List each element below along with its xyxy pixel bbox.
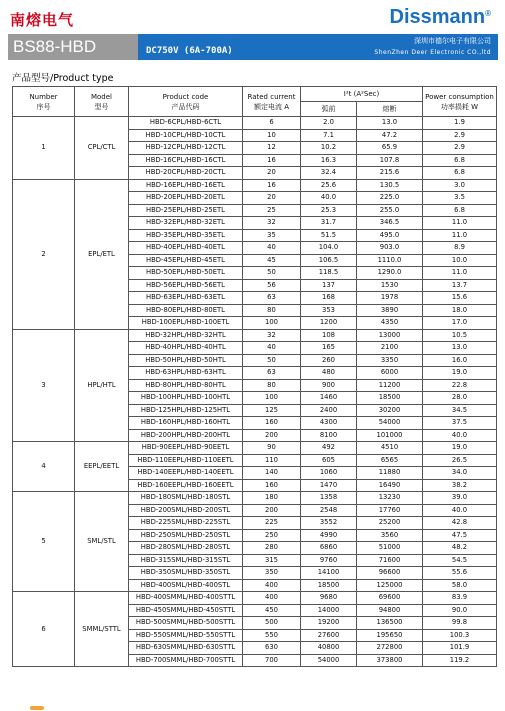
cell-current: 50 xyxy=(243,267,301,280)
cell-melt: 1530 xyxy=(357,279,423,292)
cell-code: HBD-400SMML/HBD-400STTL xyxy=(129,592,243,605)
cell-code: HBD-20EPL/HBD-20ETL xyxy=(129,192,243,205)
header-model-en: Model xyxy=(90,92,113,101)
cell-arc: 25.3 xyxy=(301,204,357,217)
cell-current: 180 xyxy=(243,492,301,505)
cell-power: 19.0 xyxy=(423,367,497,380)
cell-melt: 18500 xyxy=(357,392,423,405)
cell-current: 25 xyxy=(243,204,301,217)
cell-melt: 4350 xyxy=(357,317,423,330)
cell-power: 100.3 xyxy=(423,629,497,642)
cell-melt: 903.0 xyxy=(357,242,423,255)
header-model xyxy=(75,87,129,117)
cell-current: 400 xyxy=(243,592,301,605)
cell-current: 80 xyxy=(243,379,301,392)
cell-arc: 7.1 xyxy=(301,129,357,142)
cell-melt: 3560 xyxy=(357,529,423,542)
cell-melt: 272800 xyxy=(357,642,423,655)
cell-melt: 125000 xyxy=(357,579,423,592)
cell-current: 450 xyxy=(243,604,301,617)
cell-arc: 900 xyxy=(301,379,357,392)
cell-current: 700 xyxy=(243,654,301,667)
cell-melt: 130.5 xyxy=(357,179,423,192)
header-arc: 弧前 xyxy=(301,102,357,117)
cell-power: 18.0 xyxy=(423,304,497,317)
cell-power: 101.9 xyxy=(423,642,497,655)
cell-code: HBD-180SML/HBD-180STL xyxy=(129,492,243,505)
cell-arc: 40800 xyxy=(301,642,357,655)
cell-melt: 3890 xyxy=(357,304,423,317)
table-row xyxy=(13,117,497,130)
header-i2t: I²t (A²Sec) xyxy=(301,87,423,102)
cell-code: HBD-50EPL/HBD-50ETL xyxy=(129,267,243,280)
cell-code: HBD-550SMML/HBD-550STTL xyxy=(129,629,243,642)
cell-arc: 137 xyxy=(301,279,357,292)
cell-arc: 165 xyxy=(301,342,357,355)
cell-current: 140 xyxy=(243,467,301,480)
cell-melt: 54000 xyxy=(357,417,423,430)
cell-arc: 18500 xyxy=(301,579,357,592)
cell-melt: 6565 xyxy=(357,454,423,467)
cell-melt: 4510 xyxy=(357,442,423,455)
cell-power: 16.0 xyxy=(423,354,497,367)
cell-code: HBD-250SML/HBD-250STL xyxy=(129,529,243,542)
cell-arc: 8100 xyxy=(301,429,357,442)
header-code xyxy=(129,87,243,117)
cell-current: 100 xyxy=(243,392,301,405)
table-row xyxy=(13,179,497,192)
group-model: CPL/CTL xyxy=(75,117,129,180)
cell-current: 400 xyxy=(243,579,301,592)
cell-melt: 16490 xyxy=(357,479,423,492)
cell-melt: 11880 xyxy=(357,467,423,480)
group-model: SML/STL xyxy=(75,492,129,592)
cell-arc: 32.4 xyxy=(301,167,357,180)
cell-melt: 51000 xyxy=(357,542,423,555)
cell-arc: 1460 xyxy=(301,392,357,405)
cell-current: 16 xyxy=(243,179,301,192)
cell-melt: 13000 xyxy=(357,329,423,342)
cell-arc: 54000 xyxy=(301,654,357,667)
header-current-en: Rated current xyxy=(247,92,296,101)
cell-code: HBD-200SML/HBD-200STL xyxy=(129,504,243,517)
cell-current: 90 xyxy=(243,442,301,455)
page-accent-mark xyxy=(30,706,44,710)
cell-arc: 1358 xyxy=(301,492,357,505)
cell-melt: 65.9 xyxy=(357,142,423,155)
cell-current: 350 xyxy=(243,567,301,580)
cell-code: HBD-225SML/HBD-225STL xyxy=(129,517,243,530)
cell-code: HBD-400SML/HBD-400STL xyxy=(129,579,243,592)
header-code-cn: 产品代码 xyxy=(171,102,200,111)
header-power xyxy=(423,87,497,117)
cell-arc: 2.0 xyxy=(301,117,357,130)
cell-code: HBD-80EPL/HBD-80ETL xyxy=(129,304,243,317)
cell-melt: 30200 xyxy=(357,404,423,417)
cell-power: 119.2 xyxy=(423,654,497,667)
cell-arc: 2400 xyxy=(301,404,357,417)
company-name-en: ShenZhen Deer Electronic CO.,ltd xyxy=(374,49,491,56)
cell-current: 40 xyxy=(243,242,301,255)
cell-code: HBD-450SMML/HBD-450STTL xyxy=(129,604,243,617)
brand-name-cn: 南熔电气 xyxy=(10,11,75,29)
cell-arc: 480 xyxy=(301,367,357,380)
cell-arc: 16.3 xyxy=(301,154,357,167)
header-current-cn: 额定电流 A xyxy=(253,102,289,111)
cell-code: HBD-90EEPL/HBD-90EETL xyxy=(129,442,243,455)
cell-power: 6.8 xyxy=(423,154,497,167)
cell-current: 200 xyxy=(243,504,301,517)
section-title: 产品型号/Product type xyxy=(12,73,114,84)
group-number: 2 xyxy=(13,179,75,329)
cell-current: 6 xyxy=(243,117,301,130)
header-number-cn: 序号 xyxy=(36,102,51,111)
cell-power: 34.5 xyxy=(423,404,497,417)
cell-code: HBD-12CPL/HBD-12CTL xyxy=(129,142,243,155)
cell-power: 17.0 xyxy=(423,317,497,330)
logo-text: Dissmann xyxy=(389,6,486,28)
cell-arc: 25.6 xyxy=(301,179,357,192)
cell-arc: 9760 xyxy=(301,554,357,567)
cell-current: 63 xyxy=(243,292,301,305)
cell-power: 39.0 xyxy=(423,492,497,505)
cell-current: 110 xyxy=(243,454,301,467)
cell-current: 630 xyxy=(243,642,301,655)
cell-power: 22.8 xyxy=(423,379,497,392)
group-model: SMML/STTL xyxy=(75,592,129,667)
header-melt: 熔断 xyxy=(357,102,423,117)
cell-code: HBD-500SMML/HBD-500STTL xyxy=(129,617,243,630)
cell-power: 19.0 xyxy=(423,442,497,455)
cell-arc: 1470 xyxy=(301,479,357,492)
cell-current: 500 xyxy=(243,617,301,630)
voltage-spec: DC750V (6A-700A) xyxy=(146,46,233,56)
cell-melt: 3350 xyxy=(357,354,423,367)
group-number: 1 xyxy=(13,117,75,180)
cell-code: HBD-160EEPL/HBD-160EETL xyxy=(129,479,243,492)
cell-power: 34.0 xyxy=(423,467,497,480)
group-number: 5 xyxy=(13,492,75,592)
cell-code: HBD-32EPL/HBD-32ETL xyxy=(129,217,243,230)
cell-code: HBD-50HPL/HBD-50HTL xyxy=(129,354,243,367)
cell-melt: 1978 xyxy=(357,292,423,305)
cell-melt: 94800 xyxy=(357,604,423,617)
cell-melt: 2100 xyxy=(357,342,423,355)
cell-melt: 1290.0 xyxy=(357,267,423,280)
header-code-en: Product code xyxy=(162,92,209,101)
cell-melt: 13.0 xyxy=(357,117,423,130)
cell-current: 20 xyxy=(243,167,301,180)
cell-melt: 96600 xyxy=(357,567,423,580)
cell-melt: 13230 xyxy=(357,492,423,505)
cell-code: HBD-100HPL/HBD-100HTL xyxy=(129,392,243,405)
cell-code: HBD-280SML/HBD-280STL xyxy=(129,542,243,555)
cell-power: 42.8 xyxy=(423,517,497,530)
cell-power: 83.9 xyxy=(423,592,497,605)
cell-code: HBD-56EPL/HBD-56ETL xyxy=(129,279,243,292)
cell-power: 11.0 xyxy=(423,229,497,242)
cell-current: 80 xyxy=(243,304,301,317)
cell-power: 58.0 xyxy=(423,579,497,592)
cell-current: 12 xyxy=(243,142,301,155)
cell-power: 55.6 xyxy=(423,567,497,580)
cell-power: 1.9 xyxy=(423,117,497,130)
table-row xyxy=(13,592,497,605)
cell-current: 315 xyxy=(243,554,301,567)
cell-power: 37.5 xyxy=(423,417,497,430)
cell-arc: 10.2 xyxy=(301,142,357,155)
cell-power: 10.0 xyxy=(423,254,497,267)
cell-code: HBD-16CPL/HBD-16CTL xyxy=(129,154,243,167)
cell-current: 16 xyxy=(243,154,301,167)
cell-power: 40.0 xyxy=(423,429,497,442)
cell-current: 35 xyxy=(243,229,301,242)
cell-power: 15.6 xyxy=(423,292,497,305)
model-title: BS88-HBD xyxy=(8,34,138,60)
header-current xyxy=(243,87,301,117)
cell-melt: 101000 xyxy=(357,429,423,442)
cell-code: HBD-32HPL/HBD-32HTL xyxy=(129,329,243,342)
cell-current: 32 xyxy=(243,329,301,342)
cell-power: 11.0 xyxy=(423,267,497,280)
cell-arc: 118.5 xyxy=(301,267,357,280)
cell-melt: 495.0 xyxy=(357,229,423,242)
cell-arc: 1200 xyxy=(301,317,357,330)
cell-power: 99.8 xyxy=(423,617,497,630)
cell-power: 6.8 xyxy=(423,167,497,180)
cell-code: HBD-16EPL/HBD-16ETL xyxy=(129,179,243,192)
cell-power: 2.9 xyxy=(423,129,497,142)
cell-arc: 2548 xyxy=(301,504,357,517)
cell-code: HBD-45EPL/HBD-45ETL xyxy=(129,254,243,267)
cell-current: 63 xyxy=(243,367,301,380)
cell-melt: 373800 xyxy=(357,654,423,667)
cell-power: 2.9 xyxy=(423,142,497,155)
company-name-cn: 深圳市德尔电子有限公司 xyxy=(414,37,491,45)
cell-current: 550 xyxy=(243,629,301,642)
cell-arc: 40.0 xyxy=(301,192,357,205)
header-number-en: Number xyxy=(29,92,58,101)
header-model-cn: 型号 xyxy=(94,102,109,111)
table-row xyxy=(13,329,497,342)
table-row xyxy=(13,492,497,505)
cell-arc: 353 xyxy=(301,304,357,317)
group-number: 3 xyxy=(13,329,75,442)
product-table-body xyxy=(13,87,497,667)
cell-melt: 71600 xyxy=(357,554,423,567)
cell-power: 54.5 xyxy=(423,554,497,567)
group-model: EPL/ETL xyxy=(75,179,129,329)
cell-code: HBD-40EPL/HBD-40ETL xyxy=(129,242,243,255)
cell-code: HBD-160HPL/HBD-160HTL xyxy=(129,417,243,430)
cell-code: HBD-100EPL/HBD-100ETL xyxy=(129,317,243,330)
cell-code: HBD-315SML/HBD-315STL xyxy=(129,554,243,567)
cell-power: 48.2 xyxy=(423,542,497,555)
cell-melt: 225.0 xyxy=(357,192,423,205)
product-table xyxy=(12,86,497,667)
cell-current: 40 xyxy=(243,342,301,355)
cell-current: 56 xyxy=(243,279,301,292)
cell-arc: 4990 xyxy=(301,529,357,542)
header-power-cn: 功率损耗 W xyxy=(440,102,479,111)
cell-arc: 260 xyxy=(301,354,357,367)
cell-current: 50 xyxy=(243,354,301,367)
cell-arc: 108 xyxy=(301,329,357,342)
registered-mark: ® xyxy=(485,9,491,18)
cell-current: 225 xyxy=(243,517,301,530)
cell-arc: 9680 xyxy=(301,592,357,605)
cell-code: HBD-125HPL/HBD-125HTL xyxy=(129,404,243,417)
cell-melt: 195650 xyxy=(357,629,423,642)
cell-power: 13.7 xyxy=(423,279,497,292)
group-number: 4 xyxy=(13,442,75,492)
header-power-en: Power consumption xyxy=(425,92,494,101)
cell-code: HBD-35EPL/HBD-35ETL xyxy=(129,229,243,242)
cell-code: HBD-140EEPL/HBD-140EETL xyxy=(129,467,243,480)
cell-arc: 31.7 xyxy=(301,217,357,230)
cell-code: HBD-350SML/HBD-350STL xyxy=(129,567,243,580)
cell-code: HBD-63HPL/HBD-63HTL xyxy=(129,367,243,380)
cell-code: HBD-40HPL/HBD-40HTL xyxy=(129,342,243,355)
table-row xyxy=(13,442,497,455)
cell-arc: 104.0 xyxy=(301,242,357,255)
cell-code: HBD-63EPL/HBD-63ETL xyxy=(129,292,243,305)
cell-current: 200 xyxy=(243,429,301,442)
cell-arc: 168 xyxy=(301,292,357,305)
group-model: EEPL/EETL xyxy=(75,442,129,492)
cell-current: 250 xyxy=(243,529,301,542)
cell-code: HBD-700SMML/HBD-700STTL xyxy=(129,654,243,667)
group-model: HPL/HTL xyxy=(75,329,129,442)
cell-melt: 255.0 xyxy=(357,204,423,217)
cell-arc: 492 xyxy=(301,442,357,455)
cell-current: 280 xyxy=(243,542,301,555)
cell-arc: 6860 xyxy=(301,542,357,555)
cell-melt: 107.8 xyxy=(357,154,423,167)
cell-power: 38.2 xyxy=(423,479,497,492)
cell-current: 160 xyxy=(243,479,301,492)
cell-current: 125 xyxy=(243,404,301,417)
cell-melt: 6000 xyxy=(357,367,423,380)
cell-melt: 47.2 xyxy=(357,129,423,142)
cell-melt: 25200 xyxy=(357,517,423,530)
cell-melt: 69600 xyxy=(357,592,423,605)
cell-arc: 1060 xyxy=(301,467,357,480)
cell-current: 32 xyxy=(243,217,301,230)
cell-code: HBD-25EPL/HBD-25ETL xyxy=(129,204,243,217)
cell-code: HBD-630SMML/HBD-630STTL xyxy=(129,642,243,655)
cell-power: 13.0 xyxy=(423,342,497,355)
cell-current: 160 xyxy=(243,417,301,430)
cell-code: HBD-110EEPL/HBD-110EETL xyxy=(129,454,243,467)
cell-power: 40.0 xyxy=(423,504,497,517)
cell-code: HBD-20CPL/HBD-20CTL xyxy=(129,167,243,180)
cell-power: 8.9 xyxy=(423,242,497,255)
cell-arc: 106.5 xyxy=(301,254,357,267)
cell-arc: 605 xyxy=(301,454,357,467)
cell-melt: 1110.0 xyxy=(357,254,423,267)
header-number xyxy=(13,87,75,117)
cell-power: 90.0 xyxy=(423,604,497,617)
cell-melt: 346.5 xyxy=(357,217,423,230)
cell-arc: 3552 xyxy=(301,517,357,530)
cell-arc: 27600 xyxy=(301,629,357,642)
cell-power: 28.0 xyxy=(423,392,497,405)
cell-arc: 14100 xyxy=(301,567,357,580)
cell-current: 10 xyxy=(243,129,301,142)
cell-melt: 136500 xyxy=(357,617,423,630)
dissmann-logo xyxy=(390,6,492,29)
table-header-row-1 xyxy=(13,87,497,102)
cell-arc: 19200 xyxy=(301,617,357,630)
cell-power: 3.5 xyxy=(423,192,497,205)
cell-code: HBD-200HPL/HBD-200HTL xyxy=(129,429,243,442)
cell-code: HBD-6CPL/HBD-6CTL xyxy=(129,117,243,130)
cell-current: 100 xyxy=(243,317,301,330)
cell-arc: 14000 xyxy=(301,604,357,617)
group-number: 6 xyxy=(13,592,75,667)
cell-melt: 11200 xyxy=(357,379,423,392)
cell-current: 20 xyxy=(243,192,301,205)
cell-melt: 215.6 xyxy=(357,167,423,180)
cell-power: 6.8 xyxy=(423,204,497,217)
cell-melt: 17760 xyxy=(357,504,423,517)
cell-power: 3.0 xyxy=(423,179,497,192)
cell-code: HBD-80HPL/HBD-80HTL xyxy=(129,379,243,392)
cell-current: 45 xyxy=(243,254,301,267)
cell-arc: 51.5 xyxy=(301,229,357,242)
cell-power: 47.5 xyxy=(423,529,497,542)
cell-power: 10.5 xyxy=(423,329,497,342)
cell-power: 26.5 xyxy=(423,454,497,467)
cell-arc: 4300 xyxy=(301,417,357,430)
cell-code: HBD-10CPL/HBD-10CTL xyxy=(129,129,243,142)
cell-power: 11.0 xyxy=(423,217,497,230)
